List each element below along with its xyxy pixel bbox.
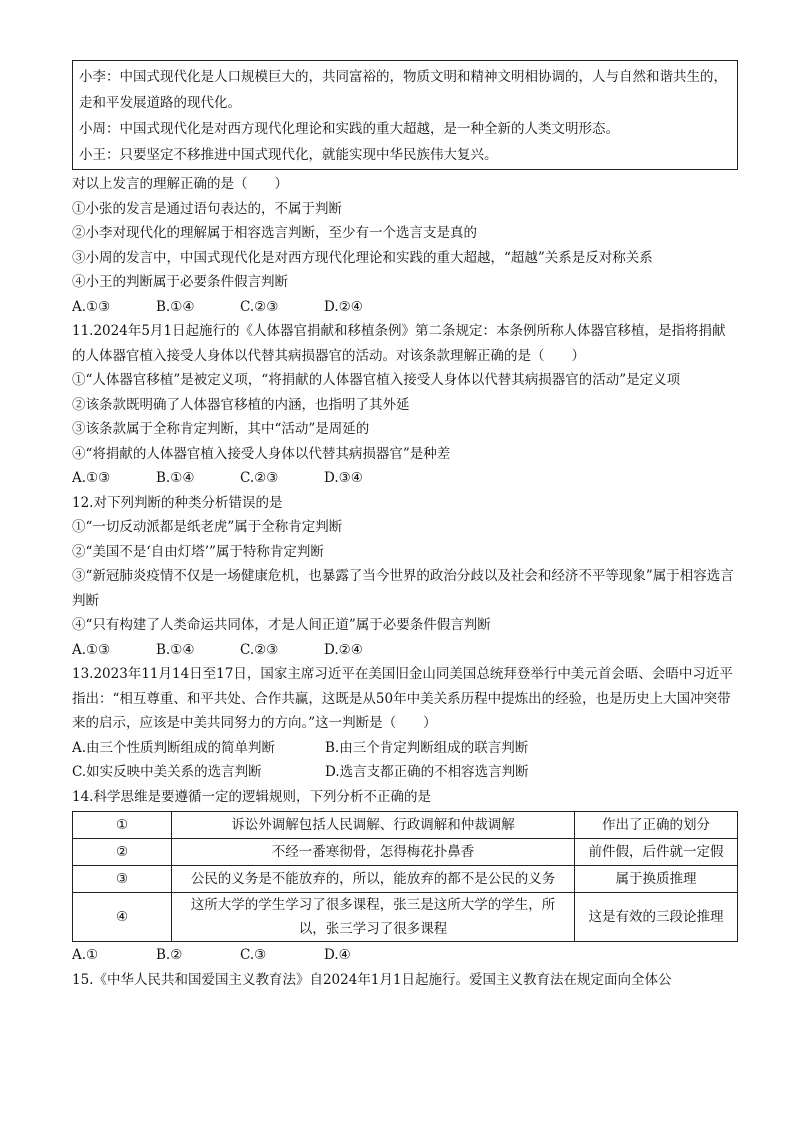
option-b[interactable]: B.由三个肯定判断组成的联言判断 (325, 739, 529, 756)
question-11 (72, 319, 738, 491)
row-statement: 不经一番寒彻骨，怎得梅花扑鼻香 (172, 839, 575, 866)
table-row (73, 839, 738, 866)
question-stem: 15.《中华人民共和国爱国主义教育法》自2024年1月1日起施行。爱国主义教育法在规定面向全体公 (72, 971, 672, 988)
row-analysis: 作出了正确的划分 (575, 812, 738, 839)
option-a[interactable]: A.①③ (72, 298, 111, 315)
row-number: ③ (73, 866, 172, 893)
row-number: ② (73, 839, 172, 866)
option-c[interactable]: C.如实反映中美关系的选言判断 (72, 764, 262, 780)
option-b[interactable]: B.② (156, 947, 183, 963)
exam-page (72, 60, 738, 992)
statement-item: ④“将捐献的人体器官植入接受人身体以代替其病损器官”是种差 (72, 445, 451, 462)
question-stem: 对以上发言的理解正确的是（ ） (72, 176, 288, 192)
statement-item: ③小周的发言中，中国式现代化是对西方现代化理论和实践的重大超越，“超越”关系是反对称关系 (72, 249, 653, 266)
speech-xiaozhou: 小周：中国式现代化是对西方现代化理论和实践的重大超越，是一种全新的人类文明形态。 (79, 121, 619, 137)
option-d[interactable]: D.②④ (324, 641, 363, 658)
row-statement: 诉讼外调解包括人民调解、行政调解和仲裁调解 (172, 812, 575, 839)
option-a[interactable]: A.①③ (72, 470, 111, 486)
option-d[interactable]: D.选言支都正确的不相容选言判断 (325, 764, 529, 780)
statement-item: ④“只有构建了人类命运共同体，才是人间正道”属于必要条件假言判断 (72, 617, 491, 633)
row-number: ① (73, 812, 172, 839)
row-analysis: 这是有效的三段论推理 (575, 893, 738, 942)
row-number: ④ (73, 893, 172, 942)
row-analysis: 属于换质推理 (575, 866, 738, 893)
logic-analysis-table (72, 811, 738, 942)
option-a[interactable]: A.①③ (72, 641, 111, 658)
speech-box (72, 60, 738, 170)
answer-options (72, 638, 738, 663)
option-b[interactable]: B.①④ (156, 641, 195, 658)
question-stem: 13.2023年11月14日至17日，国家主席习近平在美国旧金山同美国总统拜登举行中美元首会晤、会晤中习近平指出：“相互尊重、和平共处、合作共赢，这既是从50年中美关系历程中提炼出的经验，也是历史上大国冲突带来的启示，应该是中美共同努力的方向。”这一判断是（ ） (72, 666, 733, 731)
option-c[interactable]: C.②③ (240, 298, 279, 315)
option-c[interactable]: C.②③ (240, 641, 279, 658)
statement-item: ②“美国不是‘自由灯塔’”属于特称肯定判断 (72, 543, 324, 560)
statement-item: ②小李对现代化的理解属于相容选言判断，至少有一个选言支是真的 (72, 225, 477, 241)
statement-item: ①“一切反动派都是纸老虎”属于全称肯定判断 (72, 519, 343, 535)
option-c[interactable]: C.②③ (240, 470, 279, 486)
question-stem: 12.对下列判断的种类分析错误的是 (72, 494, 283, 511)
question-10 (72, 172, 738, 319)
statement-item: ③“新冠肺炎疫情不仅是一场健康危机，也暴露了当今世界的政治分歧以及社会和经济不平等现象”属于相容选言判断 (72, 568, 734, 609)
option-a[interactable]: A.由三个性质判断组成的简单判断 (72, 739, 276, 756)
question-13 (72, 662, 738, 785)
speech-xiaowang: 小王：只要坚定不移推进中国式现代化，就能实现中华民族伟大复兴。 (79, 147, 498, 163)
question-stem: 14.科学思维是要遵循一定的逻辑规则，下列分析不正确的是 (72, 788, 431, 805)
option-d[interactable]: D.③④ (324, 470, 363, 486)
option-a[interactable]: A.① (72, 947, 99, 963)
question-14 (72, 785, 738, 968)
statement-item: ③该条款属于全称肯定判断，其中“活动”是周延的 (72, 421, 370, 437)
option-d[interactable]: D.②④ (324, 298, 363, 315)
option-c[interactable]: C.③ (240, 947, 267, 963)
question-12 (72, 491, 738, 663)
option-b[interactable]: B.①④ (156, 298, 195, 315)
row-statement: 这所大学的学生学习了很多课程，张三是这所大学的学生，所以，张三学习了很多课程 (172, 893, 575, 942)
statement-item: ①“人体器官移植”是被定义项，“将捐献的人体器官植入接受人身体以代替其病损器官的活动”是定义项 (72, 372, 681, 388)
table-row (73, 866, 738, 893)
answer-options (72, 736, 738, 761)
answer-options (72, 295, 738, 320)
question-15 (72, 968, 738, 993)
question-stem: 11.2024年5月1日起施行的《人体器官捐献和移植条例》第二条规定：本条例所称人体器官移植，是指将捐献的人体器官植入接受人身体以代替其病损器官的活动。对该条款理解正确的是（ ） (72, 323, 726, 364)
speech-xiaoli: 小李：中国式现代化是人口规模巨大的，共同富裕的，物质文明和精神文明相协调的，人与自然和谐共生的，走和平发展道路的现代化。 (79, 69, 727, 111)
option-d[interactable]: D.④ (324, 947, 351, 963)
statement-item: ①小张的发言是通过语句表达的，不属于判断 (72, 200, 342, 217)
table-row (73, 812, 738, 839)
answer-options (72, 760, 738, 785)
statement-item: ④小王的判断属于必要条件假言判断 (72, 274, 288, 290)
answer-options (72, 943, 738, 968)
answer-options (72, 466, 738, 491)
row-statement: 公民的义务是不能放弃的，所以，能放弃的都不是公民的义务 (172, 866, 575, 893)
table-row (73, 893, 738, 942)
option-b[interactable]: B.①④ (156, 470, 195, 486)
statement-item: ②该条款既明确了人体器官移植的内涵，也指明了其外延 (72, 396, 410, 413)
row-analysis: 前件假，后件就一定假 (575, 839, 738, 866)
